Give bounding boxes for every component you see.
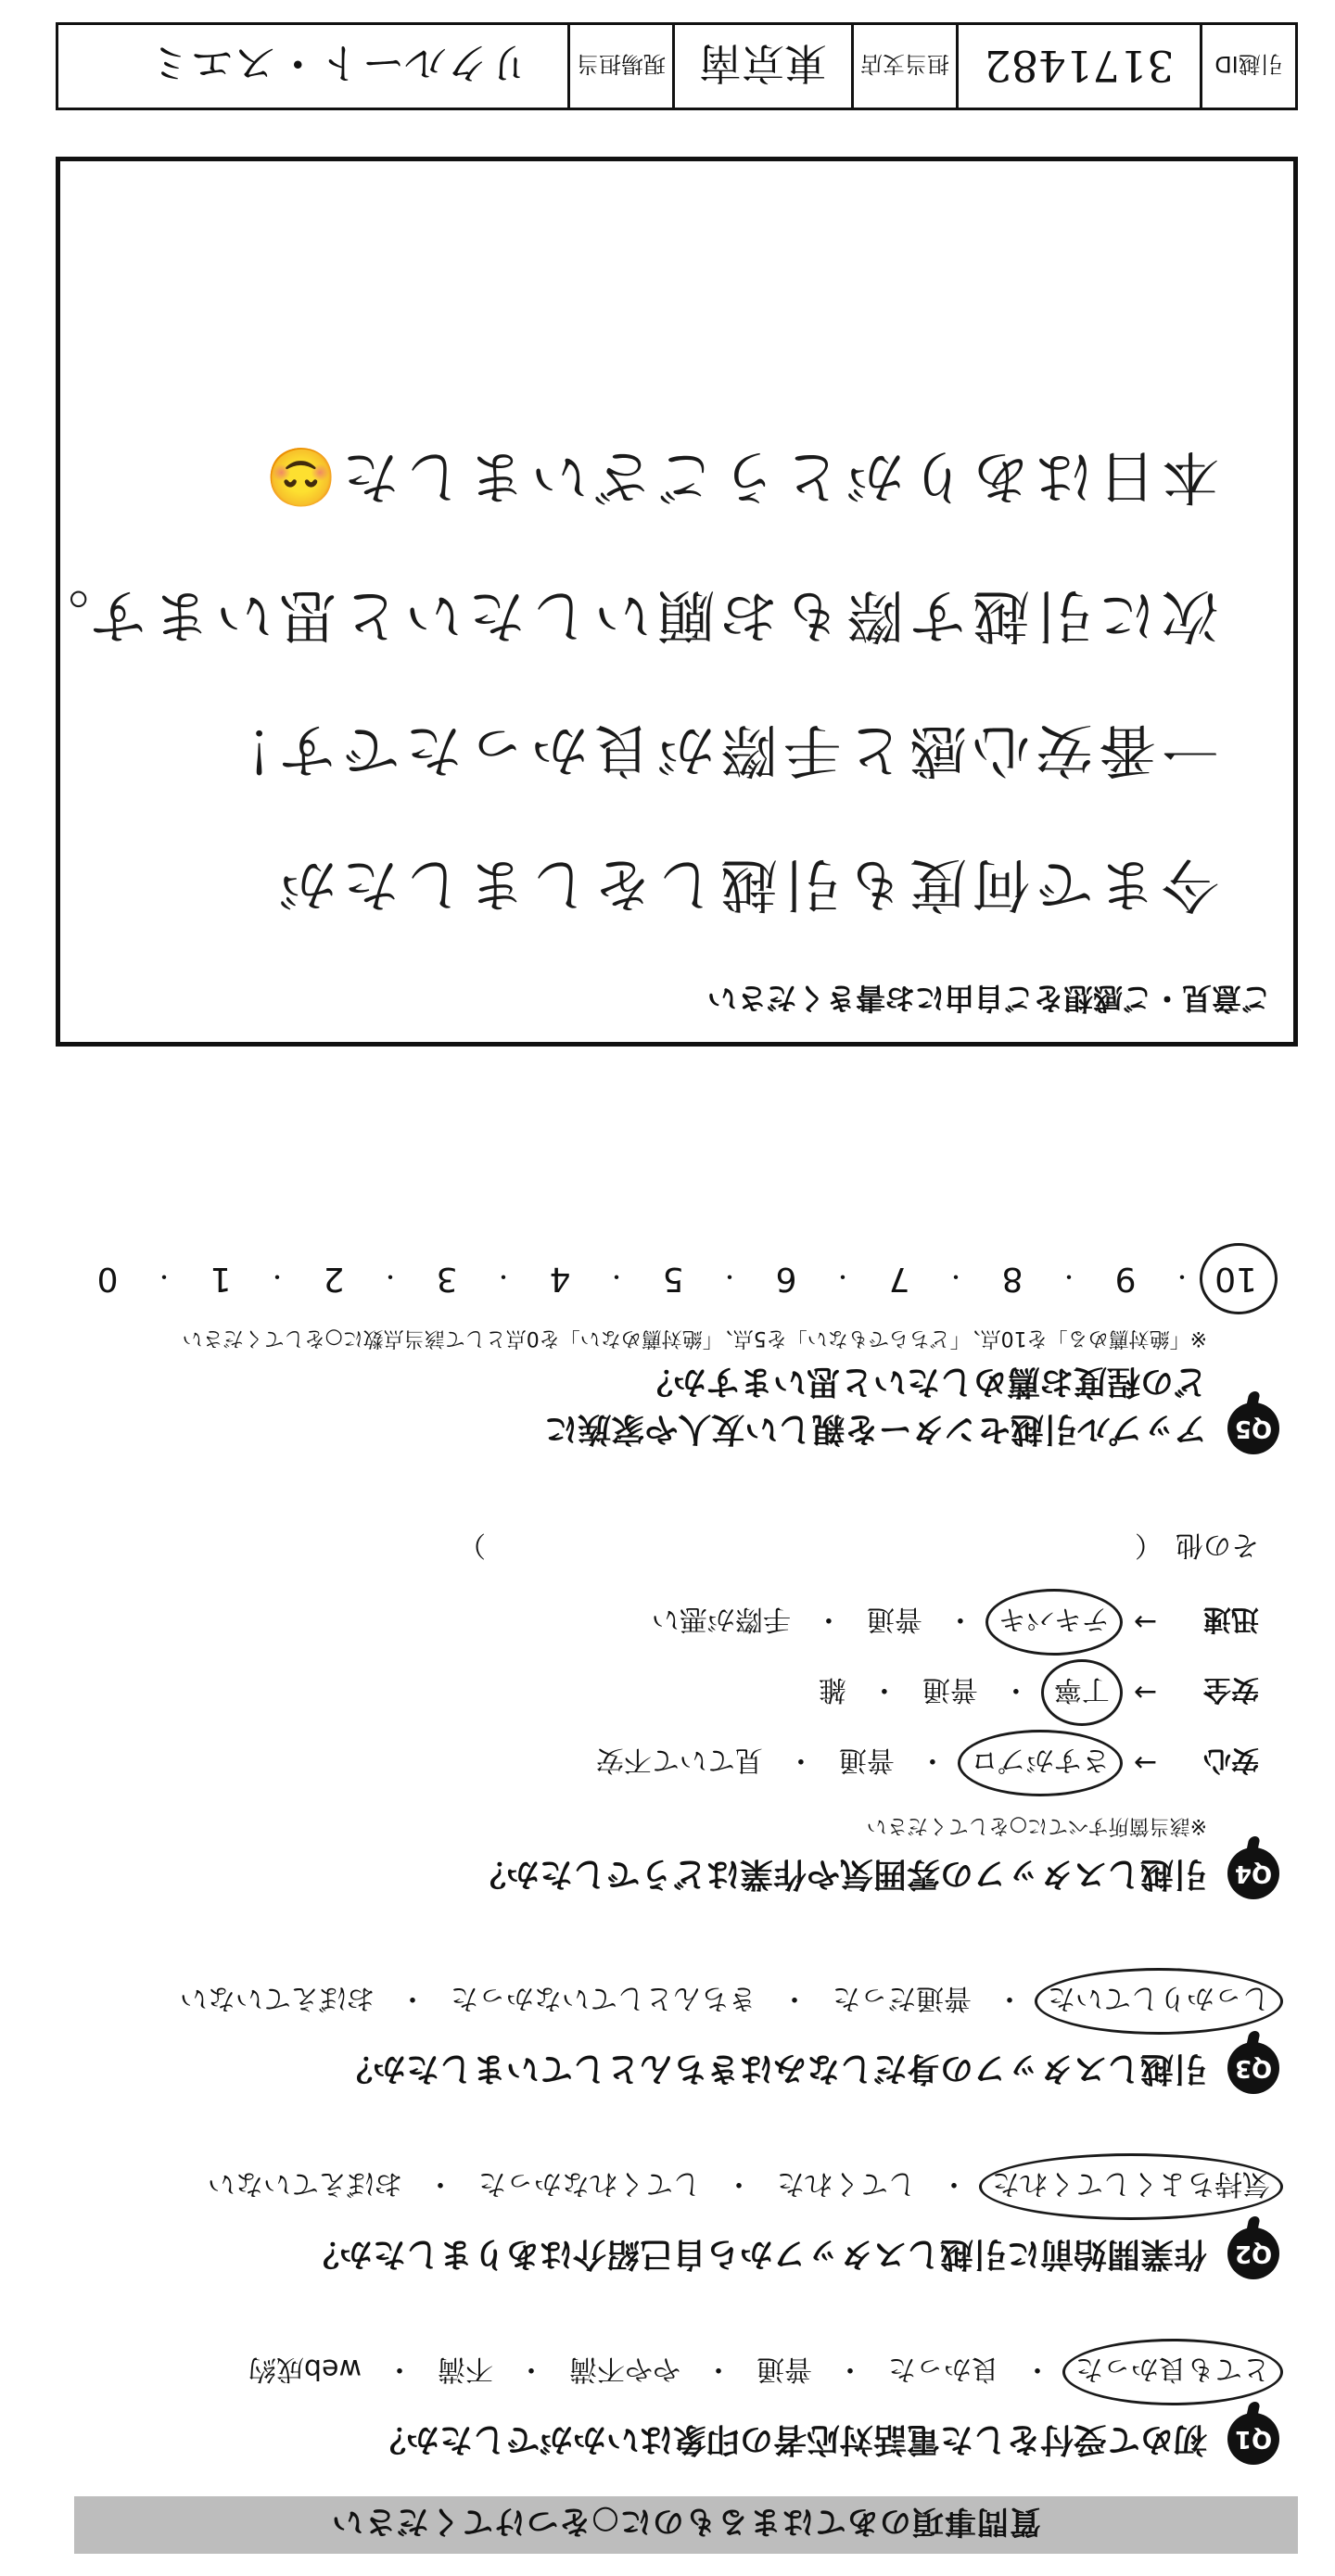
q2-text: 作業開始前に引越しスタッフから自己紹介はありましたか？ [305, 2235, 1207, 2273]
q4-other-row [46, 1528, 1259, 1568]
q3-option[interactable]: きちんとしていなかった [451, 1982, 756, 2014]
q3-option[interactable]: 普通だった [833, 1982, 972, 2014]
footer-leader-label-cell: 現場担当 [567, 25, 672, 108]
q2-option[interactable]: してくれた [777, 2167, 916, 2200]
q1-option[interactable]: やや不満 [569, 2353, 680, 2385]
scale-option[interactable]: 4 [549, 1260, 571, 1298]
scale-option[interactable]: 6 [775, 1260, 797, 1298]
q4-other-open: （ [1135, 1529, 1163, 1561]
arrow-icon: → [1133, 1746, 1157, 1780]
q4-other-label: その他 [1176, 1529, 1259, 1561]
arrow-icon: → [1133, 1605, 1157, 1639]
q1-option-selected[interactable]: とても良かった [1075, 2352, 1270, 2392]
q4-note: ※該当箇所すべてに○をしてください [866, 1814, 1207, 1837]
q5-badge: Q5 [1227, 1402, 1279, 1454]
q5-text-line2: どの程度お薦めしたいと思いますか？ [639, 1363, 1207, 1401]
question-2 [46, 2166, 1279, 2279]
q4-row-anshin: 安心 → さすがプロ ・ 普通 ・ 見ていて不安 [46, 1743, 1259, 1783]
question-1 [46, 2352, 1279, 2465]
q4-option[interactable]: 手際が悪い [651, 1603, 791, 1635]
q4-option-selected[interactable]: さすがプロ [971, 1743, 1110, 1783]
question-5 [46, 1260, 1279, 1454]
q4-option-selected[interactable]: 丁寧 [1054, 1672, 1110, 1713]
footer-leader-value-cell[interactable]: リクルート・スエミ [148, 38, 530, 89]
question-4 [46, 1528, 1279, 1899]
arrow-icon: → [1133, 1676, 1157, 1709]
scale-option[interactable]: 0 [96, 1260, 119, 1298]
q3-badge: Q3 [1227, 2042, 1279, 2094]
q2-option[interactable]: してくれなかった [478, 2167, 701, 2200]
footer-branch-label-cell: 担当支店 [851, 25, 956, 108]
q4-row-anzen: 安全 → 丁寧 ・ 普通 ・ 雑 [46, 1672, 1259, 1713]
q4-option[interactable]: 普通 [838, 1744, 895, 1776]
handwritten-line: 一番安心感と手際が良かったです！ [210, 717, 1219, 784]
handwritten-line: 本日はありがとうございました😊 [259, 443, 1219, 511]
comment-box[interactable] [25, 157, 1298, 1047]
q4-row-label: 安全 [1203, 1673, 1259, 1706]
q5-scale: 10 ・ 9 ・ 8 ・ 7 ・ 6 ・ 5 ・ 4 ・ 3 ・ 2 ・ 1 ・ 0 [89, 1260, 1257, 1298]
scale-option[interactable]: 2 [323, 1260, 345, 1298]
q3-text: 引越しスタッフの身だしなみはきちんとしていましたか？ [338, 2049, 1207, 2087]
q4-row-jinsoku: 迅速 → テキパキ ・ 普通 ・ 手際が悪い [46, 1602, 1259, 1643]
q4-text: 引越しスタッフの雰囲気や作業はどうでしたか？ [472, 1855, 1207, 1893]
q4-option[interactable]: 普通 [922, 1673, 978, 1706]
scale-option[interactable]: 1 [210, 1260, 232, 1298]
q3-option-selected[interactable]: しっかりしていた [1048, 1981, 1270, 2022]
instruction-text: 質問事項のあてはまるものに○をつけてください [331, 2503, 1041, 2541]
q1-badge: Q1 [1227, 2413, 1279, 2465]
question-3 [46, 1981, 1279, 2094]
q5-note: ※「絶対薦める」を10点、「どちらでもない」を5点、「絶対薦めない」を0点として該当点数に○をしてください [182, 1326, 1207, 1350]
q2-options: 気持ちよくしてくれた ・ してくれた ・ してくれなかった ・ おぼえていない [46, 2166, 1270, 2207]
scale-option[interactable]: 3 [436, 1260, 458, 1298]
instruction-bar [74, 2496, 1298, 2554]
q1-text: 初めて受付をした電話対応者の印象はいかがでしたか？ [372, 2420, 1207, 2458]
handwritten-line: 次に引越す際もお願いしたいと思います。 [25, 582, 1219, 650]
q4-other-close: ） [458, 1529, 486, 1561]
q4-badge: Q4 [1227, 1847, 1279, 1899]
q1-options: とても良かった ・ 良かった ・ 普通 ・ やや不満 ・ 不満 ・ web成約 [46, 2352, 1270, 2392]
footer-id-value-cell[interactable]: 3171482 [956, 25, 1200, 108]
q3-options: しっかりしていた ・ 普通だった ・ きちんとしていなかった ・ おぼえていない [46, 1981, 1270, 2022]
footer-branch-value-cell[interactable]: 東京南 [672, 25, 851, 108]
q2-option[interactable]: おぼえていない [208, 2167, 402, 2200]
scale-option[interactable]: 5 [662, 1260, 684, 1298]
q4-option[interactable]: 見ていて不安 [595, 1744, 763, 1776]
q4-option-selected[interactable]: テキパキ [998, 1602, 1110, 1643]
scale-option[interactable]: 7 [888, 1260, 910, 1298]
q1-option[interactable]: 不満 [438, 2353, 493, 2385]
q5-text-line1: アップル引越センターを親しい友人や家族に [544, 1410, 1207, 1448]
q4-row-label: 迅速 [1203, 1603, 1259, 1635]
q4-option[interactable]: 雑 [818, 1673, 846, 1706]
q1-option[interactable]: web成約 [248, 2353, 362, 2385]
q2-option-selected[interactable]: 気持ちよくしてくれた [992, 2166, 1270, 2207]
footer-table [56, 22, 1298, 110]
q4-row-label: 安心 [1203, 1744, 1259, 1776]
q1-option[interactable]: 普通 [756, 2353, 812, 2385]
comment-title: ご意見・ご感想をご自由にお書きください [706, 981, 1271, 1016]
footer-id-label-cell: 引越ID [1200, 25, 1295, 108]
scale-option[interactable]: 9 [1114, 1260, 1137, 1298]
q3-option[interactable]: おぼえていない [180, 1982, 375, 2014]
scale-option-selected[interactable]: 10 [1214, 1260, 1257, 1298]
handwritten-line: 今まで何度も引越しをしましたが [273, 851, 1219, 919]
q4-option[interactable]: 普通 [866, 1603, 922, 1635]
scale-option[interactable]: 8 [1001, 1260, 1024, 1298]
q2-badge: Q2 [1227, 2227, 1279, 2279]
q1-option[interactable]: 良かった [888, 2353, 999, 2385]
